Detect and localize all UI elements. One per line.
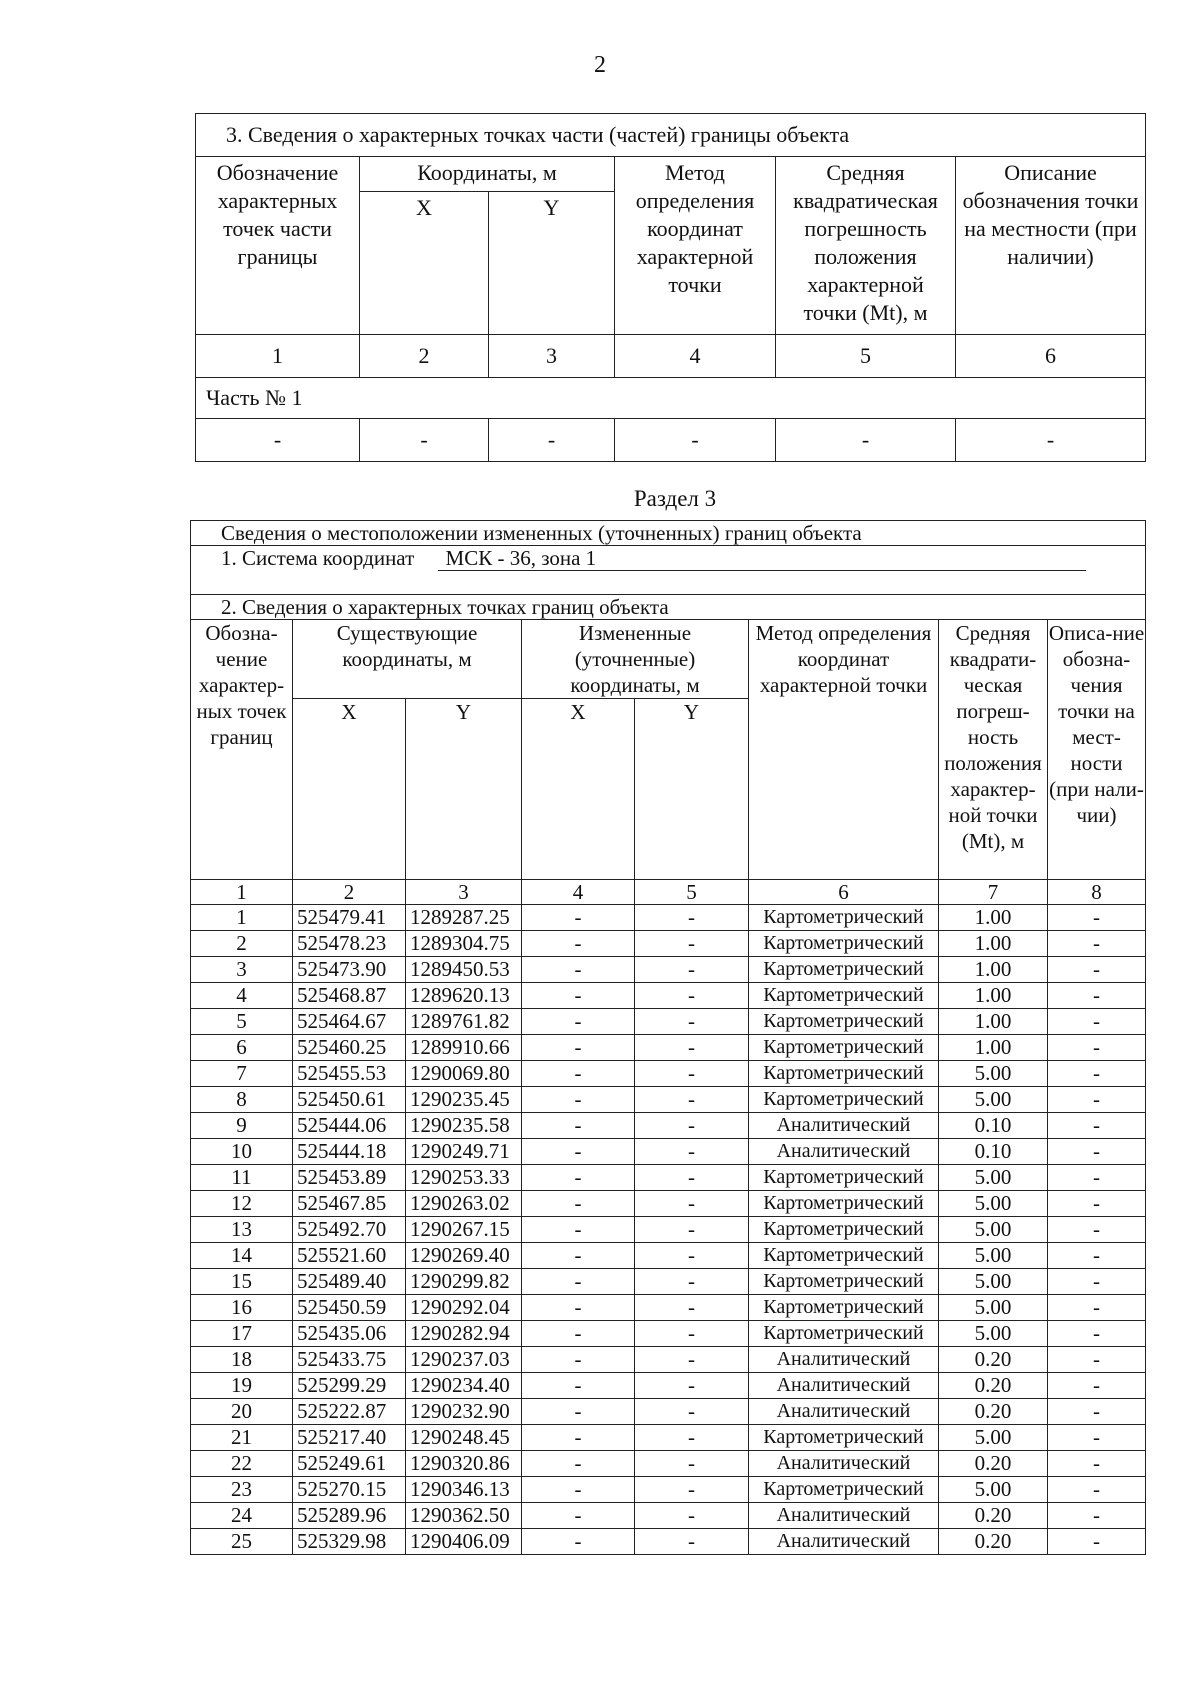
changed-x-cell: - bbox=[522, 1269, 635, 1295]
changed-y-cell: - bbox=[635, 1243, 749, 1269]
table1-empty-cell: - bbox=[956, 419, 1146, 462]
description-cell: - bbox=[1048, 1503, 1146, 1529]
table-row bbox=[191, 1503, 1146, 1529]
existing-y-cell: 1290346.13 bbox=[406, 1477, 522, 1503]
changed-x-cell: - bbox=[522, 1139, 635, 1165]
existing-x-cell: 525249.61 bbox=[293, 1451, 406, 1477]
table1-col-num: 1 bbox=[196, 335, 360, 378]
existing-y-cell: 1289304.75 bbox=[406, 931, 522, 957]
existing-x-cell: 525460.25 bbox=[293, 1035, 406, 1061]
existing-y-cell: 1289450.53 bbox=[406, 957, 522, 983]
table2-col-num: 1 bbox=[191, 880, 293, 905]
point-number-cell: 9 bbox=[191, 1113, 293, 1139]
table1-header-y: Y bbox=[489, 192, 615, 335]
table-row bbox=[191, 957, 1146, 983]
point-number-cell: 2 bbox=[191, 931, 293, 957]
changed-x-cell: - bbox=[522, 1061, 635, 1087]
table1-header-coords: Координаты, м bbox=[360, 157, 615, 192]
existing-y-cell: 1290235.58 bbox=[406, 1113, 522, 1139]
mt-error-cell: 0.20 bbox=[939, 1399, 1048, 1425]
existing-x-cell: 525453.89 bbox=[293, 1165, 406, 1191]
table1-empty-cell: - bbox=[489, 419, 615, 462]
changed-x-cell: - bbox=[522, 1035, 635, 1061]
changed-y-cell: - bbox=[635, 1503, 749, 1529]
changed-y-cell: - bbox=[635, 1217, 749, 1243]
point-number-cell: 22 bbox=[191, 1451, 293, 1477]
description-cell: - bbox=[1048, 1295, 1146, 1321]
existing-x-cell: 525489.40 bbox=[293, 1269, 406, 1295]
changed-x-cell: - bbox=[522, 1399, 635, 1425]
table2-header-designation: Обозна-чение характер-ных точек границ bbox=[191, 620, 293, 880]
point-number-cell: 21 bbox=[191, 1425, 293, 1451]
existing-y-cell: 1290292.04 bbox=[406, 1295, 522, 1321]
table2-header-description: Описа-ние обозна-чения точки на мест-ности (при нали-чии) bbox=[1048, 620, 1146, 880]
table2-header-x2: X bbox=[522, 699, 635, 880]
point-number-cell: 19 bbox=[191, 1373, 293, 1399]
changed-x-cell: - bbox=[522, 1321, 635, 1347]
method-cell: Картометрический bbox=[749, 1087, 939, 1113]
existing-x-cell: 525479.41 bbox=[293, 905, 406, 931]
existing-y-cell: 1290282.94 bbox=[406, 1321, 522, 1347]
mt-error-cell: 5.00 bbox=[939, 1217, 1048, 1243]
existing-x-cell: 525464.67 bbox=[293, 1009, 406, 1035]
existing-y-cell: 1289287.25 bbox=[406, 905, 522, 931]
table1-header-x: X bbox=[360, 192, 489, 335]
existing-x-cell: 525492.70 bbox=[293, 1217, 406, 1243]
method-cell: Картометрический bbox=[749, 1477, 939, 1503]
existing-y-cell: 1290069.80 bbox=[406, 1061, 522, 1087]
existing-x-cell: 525467.85 bbox=[293, 1191, 406, 1217]
method-cell: Аналитический bbox=[749, 1373, 939, 1399]
table2-points-title: 2. Сведения о характерных точках границ объекта bbox=[191, 595, 1146, 620]
table-row bbox=[191, 1321, 1146, 1347]
table-row bbox=[191, 983, 1146, 1009]
point-number-cell: 25 bbox=[191, 1529, 293, 1555]
table2-col-num: 2 bbox=[293, 880, 406, 905]
changed-x-cell: - bbox=[522, 1113, 635, 1139]
mt-error-cell: 5.00 bbox=[939, 1243, 1048, 1269]
table-row bbox=[191, 1139, 1146, 1165]
point-number-cell: 12 bbox=[191, 1191, 293, 1217]
table1-col-num: 5 bbox=[776, 335, 956, 378]
method-cell: Картометрический bbox=[749, 1243, 939, 1269]
changed-y-cell: - bbox=[635, 983, 749, 1009]
table-row bbox=[191, 1347, 1146, 1373]
table2-col-num: 6 bbox=[749, 880, 939, 905]
method-cell: Картометрический bbox=[749, 1061, 939, 1087]
description-cell: - bbox=[1048, 931, 1146, 957]
table-row bbox=[191, 1477, 1146, 1503]
existing-x-cell: 525433.75 bbox=[293, 1347, 406, 1373]
table-row bbox=[191, 1269, 1146, 1295]
changed-x-cell: - bbox=[522, 1347, 635, 1373]
mt-error-cell: 1.00 bbox=[939, 1009, 1048, 1035]
changed-y-cell: - bbox=[635, 1191, 749, 1217]
existing-y-cell: 1290237.03 bbox=[406, 1347, 522, 1373]
table-row bbox=[191, 1087, 1146, 1113]
point-number-cell: 6 bbox=[191, 1035, 293, 1061]
existing-x-cell: 525444.06 bbox=[293, 1113, 406, 1139]
existing-x-cell: 525435.06 bbox=[293, 1321, 406, 1347]
existing-x-cell: 525450.61 bbox=[293, 1087, 406, 1113]
existing-y-cell: 1290235.45 bbox=[406, 1087, 522, 1113]
existing-x-cell: 525450.59 bbox=[293, 1295, 406, 1321]
table1-empty-cell: - bbox=[360, 419, 489, 462]
changed-x-cell: - bbox=[522, 1477, 635, 1503]
mt-error-cell: 1.00 bbox=[939, 1035, 1048, 1061]
mt-error-cell: 0.20 bbox=[939, 1451, 1048, 1477]
description-cell: - bbox=[1048, 1061, 1146, 1087]
mt-error-cell: 5.00 bbox=[939, 1321, 1048, 1347]
point-number-cell: 8 bbox=[191, 1087, 293, 1113]
mt-error-cell: 0.20 bbox=[939, 1347, 1048, 1373]
changed-y-cell: - bbox=[635, 1425, 749, 1451]
description-cell: - bbox=[1048, 1243, 1146, 1269]
changed-y-cell: - bbox=[635, 1529, 749, 1555]
changed-y-cell: - bbox=[635, 1035, 749, 1061]
table2-header-changed: Измененные (уточненные) координаты, м bbox=[522, 620, 749, 699]
changed-y-cell: - bbox=[635, 1373, 749, 1399]
table-row bbox=[191, 1165, 1146, 1191]
table2-col-num: 7 bbox=[939, 880, 1048, 905]
description-cell: - bbox=[1048, 1035, 1146, 1061]
method-cell: Картометрический bbox=[749, 983, 939, 1009]
mt-error-cell: 0.20 bbox=[939, 1503, 1048, 1529]
changed-y-cell: - bbox=[635, 931, 749, 957]
table2-header-existing: Существующие координаты, м bbox=[293, 620, 522, 699]
method-cell: Картометрический bbox=[749, 1425, 939, 1451]
method-cell: Картометрический bbox=[749, 1269, 939, 1295]
mt-error-cell: 5.00 bbox=[939, 1269, 1048, 1295]
table1-col-num: 2 bbox=[360, 335, 489, 378]
mt-error-cell: 1.00 bbox=[939, 905, 1048, 931]
section-title: Раздел 3 bbox=[633, 486, 717, 511]
table-row bbox=[191, 931, 1146, 957]
table2-col-num: 5 bbox=[635, 880, 749, 905]
point-number-cell: 11 bbox=[191, 1165, 293, 1191]
table1-empty-cell: - bbox=[196, 419, 360, 462]
changed-x-cell: - bbox=[522, 1295, 635, 1321]
changed-y-cell: - bbox=[635, 1477, 749, 1503]
table-row bbox=[191, 1009, 1146, 1035]
method-cell: Картометрический bbox=[749, 1191, 939, 1217]
table2-col-num: 4 bbox=[522, 880, 635, 905]
point-number-cell: 3 bbox=[191, 957, 293, 983]
description-cell: - bbox=[1048, 1477, 1146, 1503]
existing-y-cell: 1289620.13 bbox=[406, 983, 522, 1009]
existing-y-cell: 1290406.09 bbox=[406, 1529, 522, 1555]
existing-y-cell: 1290267.15 bbox=[406, 1217, 522, 1243]
coord-system-label: 1. Система координат bbox=[221, 546, 415, 570]
changed-y-cell: - bbox=[635, 1009, 749, 1035]
method-cell: Картометрический bbox=[749, 957, 939, 983]
description-cell: - bbox=[1048, 1529, 1146, 1555]
existing-x-cell: 525444.18 bbox=[293, 1139, 406, 1165]
mt-error-cell: 5.00 bbox=[939, 1087, 1048, 1113]
changed-y-cell: - bbox=[635, 1321, 749, 1347]
table-row bbox=[191, 1451, 1146, 1477]
changed-y-cell: - bbox=[635, 1061, 749, 1087]
description-cell: - bbox=[1048, 1425, 1146, 1451]
mt-error-cell: 5.00 bbox=[939, 1295, 1048, 1321]
table1-header-designation: Обозначение характерных точек части границы bbox=[196, 157, 360, 335]
coord-system-value: МСК - 36, зона 1 bbox=[438, 546, 1086, 571]
method-cell: Картометрический bbox=[749, 931, 939, 957]
changed-y-cell: - bbox=[635, 1269, 749, 1295]
table1-col-num: 3 bbox=[489, 335, 615, 378]
existing-y-cell: 1290320.86 bbox=[406, 1451, 522, 1477]
existing-y-cell: 1290362.50 bbox=[406, 1503, 522, 1529]
description-cell: - bbox=[1048, 983, 1146, 1009]
existing-x-cell: 525270.15 bbox=[293, 1477, 406, 1503]
table1-title: 3. Сведения о характерных точках части (частей) границы объекта bbox=[196, 114, 1146, 157]
table-row bbox=[191, 1243, 1146, 1269]
existing-y-cell: 1290232.90 bbox=[406, 1399, 522, 1425]
method-cell: Картометрический bbox=[749, 1035, 939, 1061]
table-row bbox=[191, 1191, 1146, 1217]
description-cell: - bbox=[1048, 1009, 1146, 1035]
point-number-cell: 24 bbox=[191, 1503, 293, 1529]
table2-header-x: X bbox=[293, 699, 406, 880]
point-number-cell: 7 bbox=[191, 1061, 293, 1087]
changed-y-cell: - bbox=[635, 1347, 749, 1373]
existing-x-cell: 525478.23 bbox=[293, 931, 406, 957]
part-boundary-points-table bbox=[195, 113, 1146, 462]
description-cell: - bbox=[1048, 1399, 1146, 1425]
table-row bbox=[191, 1035, 1146, 1061]
changed-x-cell: - bbox=[522, 905, 635, 931]
mt-error-cell: 5.00 bbox=[939, 1477, 1048, 1503]
existing-y-cell: 1290299.82 bbox=[406, 1269, 522, 1295]
mt-error-cell: 5.00 bbox=[939, 1165, 1048, 1191]
table-row bbox=[191, 1425, 1146, 1451]
changed-x-cell: - bbox=[522, 1425, 635, 1451]
existing-x-cell: 525217.40 bbox=[293, 1425, 406, 1451]
mt-error-cell: 5.00 bbox=[939, 1191, 1048, 1217]
description-cell: - bbox=[1048, 1191, 1146, 1217]
existing-y-cell: 1290249.71 bbox=[406, 1139, 522, 1165]
method-cell: Картометрический bbox=[749, 1217, 939, 1243]
table2-col-num: 8 bbox=[1048, 880, 1146, 905]
changed-y-cell: - bbox=[635, 1139, 749, 1165]
description-cell: - bbox=[1048, 1347, 1146, 1373]
changed-y-cell: - bbox=[635, 1451, 749, 1477]
table-row bbox=[191, 1061, 1146, 1087]
existing-x-cell: 525473.90 bbox=[293, 957, 406, 983]
mt-error-cell: 0.20 bbox=[939, 1529, 1048, 1555]
changed-x-cell: - bbox=[522, 957, 635, 983]
table1-header-method: Метод определения координат характерной точки bbox=[615, 157, 776, 335]
point-number-cell: 13 bbox=[191, 1217, 293, 1243]
point-number-cell: 4 bbox=[191, 983, 293, 1009]
changed-x-cell: - bbox=[522, 931, 635, 957]
point-number-cell: 16 bbox=[191, 1295, 293, 1321]
existing-x-cell: 525329.98 bbox=[293, 1529, 406, 1555]
boundary-points-table bbox=[190, 520, 1146, 1555]
point-number-cell: 15 bbox=[191, 1269, 293, 1295]
table-row bbox=[191, 1529, 1146, 1555]
changed-x-cell: - bbox=[522, 1451, 635, 1477]
changed-y-cell: - bbox=[635, 1087, 749, 1113]
description-cell: - bbox=[1048, 1451, 1146, 1477]
method-cell: Аналитический bbox=[749, 1451, 939, 1477]
changed-x-cell: - bbox=[522, 1243, 635, 1269]
table-row bbox=[191, 1113, 1146, 1139]
table-row bbox=[191, 905, 1146, 931]
method-cell: Аналитический bbox=[749, 1139, 939, 1165]
table2-col-num: 3 bbox=[406, 880, 522, 905]
description-cell: - bbox=[1048, 1269, 1146, 1295]
description-cell: - bbox=[1048, 1373, 1146, 1399]
existing-y-cell: 1290263.02 bbox=[406, 1191, 522, 1217]
table1-header-error: Средняя квадратическая погрешность положения характерной точки (Mt), м bbox=[776, 157, 956, 335]
mt-error-cell: 0.10 bbox=[939, 1139, 1048, 1165]
changed-y-cell: - bbox=[635, 1165, 749, 1191]
method-cell: Аналитический bbox=[749, 1113, 939, 1139]
existing-x-cell: 525299.29 bbox=[293, 1373, 406, 1399]
existing-y-cell: 1290248.45 bbox=[406, 1425, 522, 1451]
table1-col-num: 6 bbox=[956, 335, 1146, 378]
method-cell: Аналитический bbox=[749, 1399, 939, 1425]
changed-x-cell: - bbox=[522, 1087, 635, 1113]
table2-header-error: Средняя квадрати-ческая погреш-ность положения характер-ной точки (Mt), м bbox=[939, 620, 1048, 880]
changed-x-cell: - bbox=[522, 1373, 635, 1399]
point-number-cell: 5 bbox=[191, 1009, 293, 1035]
changed-x-cell: - bbox=[522, 1191, 635, 1217]
point-number-cell: 20 bbox=[191, 1399, 293, 1425]
table2-header-method: Метод определения координат характерной точки bbox=[749, 620, 939, 880]
existing-y-cell: 1290234.40 bbox=[406, 1373, 522, 1399]
method-cell: Картометрический bbox=[749, 1009, 939, 1035]
description-cell: - bbox=[1048, 1139, 1146, 1165]
table2-header-y: Y bbox=[406, 699, 522, 880]
point-number-cell: 23 bbox=[191, 1477, 293, 1503]
mt-error-cell: 0.10 bbox=[939, 1113, 1048, 1139]
description-cell: - bbox=[1048, 1087, 1146, 1113]
existing-y-cell: 1290253.33 bbox=[406, 1165, 522, 1191]
point-number-cell: 1 bbox=[191, 905, 293, 931]
changed-y-cell: - bbox=[635, 957, 749, 983]
description-cell: - bbox=[1048, 905, 1146, 931]
table1-empty-cell: - bbox=[776, 419, 956, 462]
table1-header-description: Описание обозначения точки на местности (при наличии) bbox=[956, 157, 1146, 335]
table-row bbox=[191, 1295, 1146, 1321]
existing-x-cell: 525468.87 bbox=[293, 983, 406, 1009]
point-number-cell: 10 bbox=[191, 1139, 293, 1165]
table-row bbox=[191, 1399, 1146, 1425]
point-number-cell: 17 bbox=[191, 1321, 293, 1347]
description-cell: - bbox=[1048, 1165, 1146, 1191]
method-cell: Аналитический bbox=[749, 1503, 939, 1529]
mt-error-cell: 1.00 bbox=[939, 957, 1048, 983]
existing-y-cell: 1289910.66 bbox=[406, 1035, 522, 1061]
existing-x-cell: 525521.60 bbox=[293, 1243, 406, 1269]
page-number: 2 bbox=[594, 52, 606, 78]
mt-error-cell: 5.00 bbox=[939, 1061, 1048, 1087]
table1-part-label: Часть № 1 bbox=[196, 378, 1146, 419]
table2-header-y2: Y bbox=[635, 699, 749, 880]
changed-y-cell: - bbox=[635, 905, 749, 931]
changed-x-cell: - bbox=[522, 1529, 635, 1555]
mt-error-cell: 1.00 bbox=[939, 931, 1048, 957]
method-cell: Аналитический bbox=[749, 1347, 939, 1373]
changed-x-cell: - bbox=[522, 1165, 635, 1191]
changed-x-cell: - bbox=[522, 1217, 635, 1243]
existing-y-cell: 1290269.40 bbox=[406, 1243, 522, 1269]
table1-col-num: 4 bbox=[615, 335, 776, 378]
method-cell: Картометрический bbox=[749, 1295, 939, 1321]
method-cell: Картометрический bbox=[749, 905, 939, 931]
point-number-cell: 18 bbox=[191, 1347, 293, 1373]
changed-y-cell: - bbox=[635, 1113, 749, 1139]
method-cell: Аналитический bbox=[749, 1529, 939, 1555]
table2-title: Сведения о местоположении измененных (уточненных) границ объекта bbox=[191, 521, 1146, 546]
method-cell: Картометрический bbox=[749, 1321, 939, 1347]
existing-x-cell: 525455.53 bbox=[293, 1061, 406, 1087]
description-cell: - bbox=[1048, 1321, 1146, 1347]
changed-x-cell: - bbox=[522, 983, 635, 1009]
description-cell: - bbox=[1048, 957, 1146, 983]
method-cell: Картометрический bbox=[749, 1165, 939, 1191]
point-number-cell: 14 bbox=[191, 1243, 293, 1269]
mt-error-cell: 0.20 bbox=[939, 1373, 1048, 1399]
existing-x-cell: 525222.87 bbox=[293, 1399, 406, 1425]
changed-y-cell: - bbox=[635, 1295, 749, 1321]
mt-error-cell: 1.00 bbox=[939, 983, 1048, 1009]
description-cell: - bbox=[1048, 1217, 1146, 1243]
existing-x-cell: 525289.96 bbox=[293, 1503, 406, 1529]
table-row bbox=[191, 1217, 1146, 1243]
changed-x-cell: - bbox=[522, 1503, 635, 1529]
table1-empty-cell: - bbox=[615, 419, 776, 462]
changed-x-cell: - bbox=[522, 1009, 635, 1035]
table-row bbox=[191, 1373, 1146, 1399]
description-cell: - bbox=[1048, 1113, 1146, 1139]
changed-y-cell: - bbox=[635, 1399, 749, 1425]
existing-y-cell: 1289761.82 bbox=[406, 1009, 522, 1035]
mt-error-cell: 5.00 bbox=[939, 1425, 1048, 1451]
